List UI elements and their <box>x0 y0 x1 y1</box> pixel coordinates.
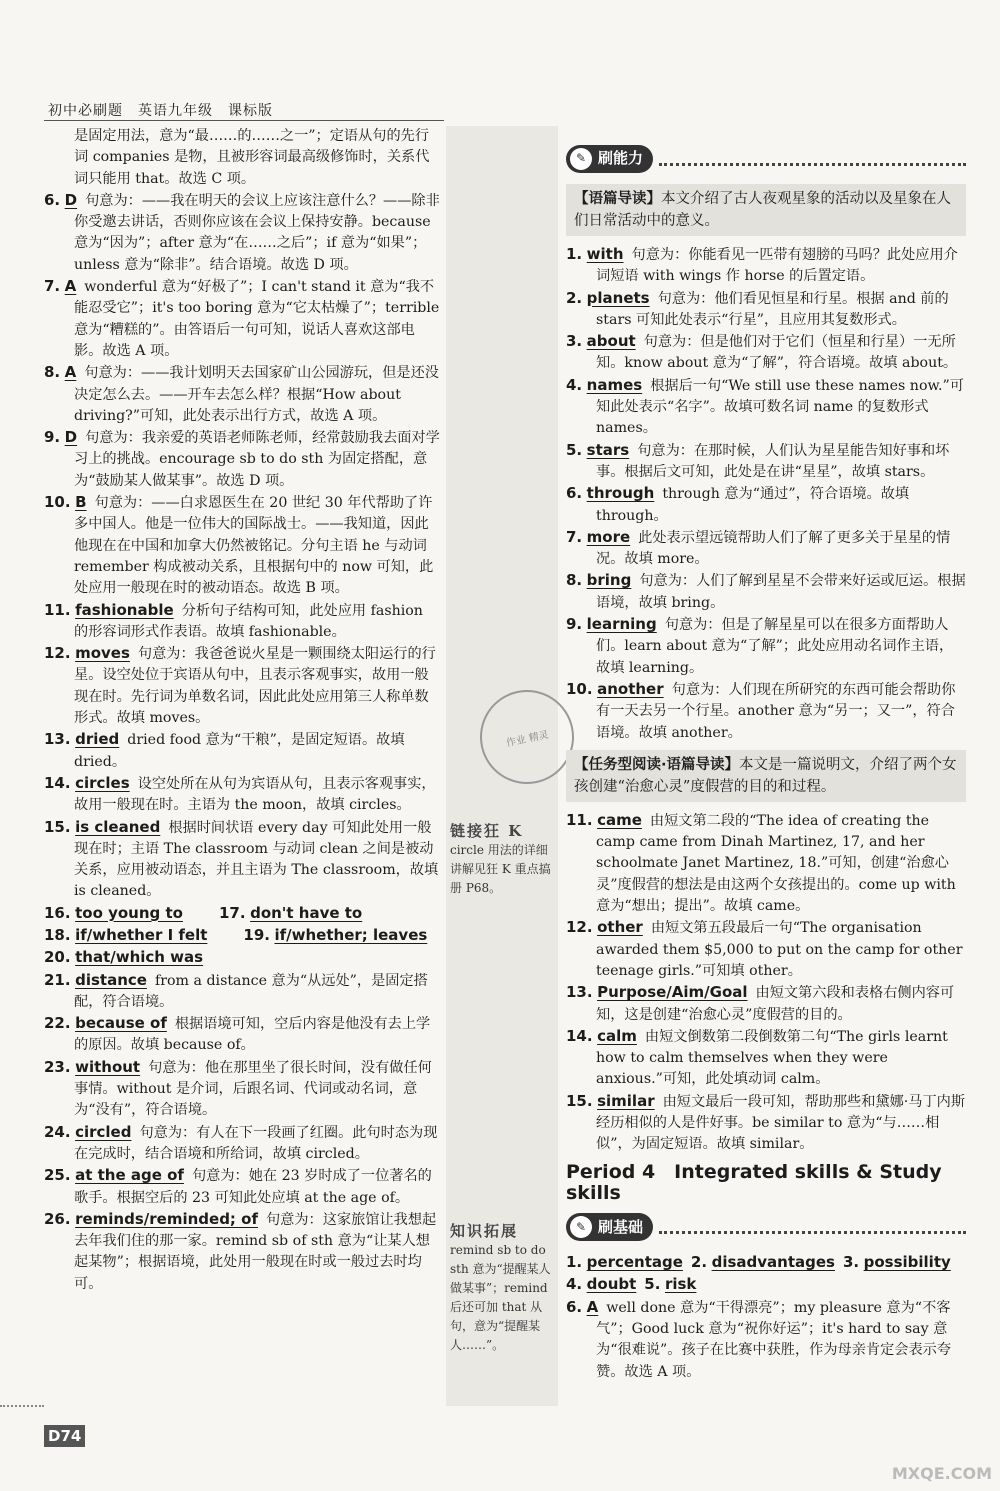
item-explanation: 是固定用法，意为“最……的……之一”；定语从句的先行词 companies 是物，且被形容词最高级修饰时，关系代词只能用 that。故选 C 项。 <box>74 128 430 187</box>
item-answer: other <box>597 918 643 937</box>
reading-guide-2 <box>566 750 966 802</box>
item-explanation: 由短文第五段最后一句“The organisation awarded them $5,000 to put on the camp for other teenage girls.”可知填 other。 <box>596 920 963 979</box>
item-answer: moves <box>75 644 130 663</box>
section-ability <box>566 140 966 178</box>
answer-item <box>44 643 440 729</box>
answer-item <box>566 679 966 744</box>
answer-item <box>44 1057 440 1122</box>
item-number: 18. <box>44 925 71 944</box>
item-answer: without <box>75 1057 141 1076</box>
item-number: 1. <box>566 1253 583 1272</box>
item-answer: through <box>586 484 655 503</box>
item-explanation: 句意为：你能看见一匹带有翅膀的马吗？此处应用介词短语 with wings 作 horse 的后置定语。 <box>596 247 958 285</box>
item-number: 15. <box>44 817 71 836</box>
item-number: 12. <box>566 918 593 937</box>
item-explanation: wonderful 意为“好极了”；I can't stand it 意为“我不能忍受它”；it's too boring 意为“它太枯燥了”；terrible 意为“糟糕的”。由答语后一句可知，说话人喜欢这部电影。故选 A 项。 <box>74 279 440 359</box>
item-answer: Purpose/Aim/Goal <box>597 983 748 1002</box>
item-number: 17. <box>218 903 246 922</box>
item-number: 5. <box>644 1275 661 1294</box>
item-answer: risk <box>664 1275 697 1294</box>
item-number: 11. <box>566 810 593 829</box>
item-answer: circled <box>75 1122 132 1141</box>
answer-item <box>566 440 966 484</box>
section-basic <box>566 1208 966 1246</box>
item-answer: another <box>597 679 664 698</box>
answer-item <box>44 1209 440 1295</box>
item-explanation: 句意为：我爸爸说火星是一颗围绕太阳运行的行星。设空处位于宾语从句中，且表示客观事实，故用一般现在时。先行词为单数名词，因此此处应用第三人称单数形式。故填 moves。 <box>74 646 436 727</box>
item-explanation: 由短文第二段的“The idea of creating the camp came from Dinah Martinez, 17, and her schoolmate Janet Martinez, 18.”可知，创建“治愈心灵”度假营的想法是由这两个女孩提出的。come up with 意为“想出；提出”。故填 came。 <box>596 812 956 915</box>
item-answer: distance <box>75 970 147 989</box>
item-answer: fashionable <box>75 600 174 619</box>
item-number: 10. <box>566 679 593 698</box>
answers-group-3 <box>566 1252 966 1383</box>
item-answer: because of <box>75 1014 167 1033</box>
item-explanation: 句意为：这家旅馆让我想起去年我们住的那一家。remind sb of sth 意为“让某人想起某物”；根据语境，此处用一般现在时或一般过去时均可。 <box>74 1211 437 1292</box>
page-header: 初中必刷题 英语九年级 课标版 <box>48 103 273 119</box>
item-explanation: 此处表示望远镜帮助人们了解了更多关于星星的情况。故填 more。 <box>596 529 951 568</box>
side-note-link-text: circle 用法的详细讲解见狂 K 重点搞册 P68。 <box>450 843 551 895</box>
item-answer: if/whether; leaves <box>274 925 428 944</box>
item-explanation: 句意为：在那时候，人们认为星星能告知好事和坏事。根据后文可知，此处是在讲“星星”，故填 stars。 <box>596 442 950 480</box>
answer-item <box>566 244 966 288</box>
item-number: 8. <box>44 363 61 382</box>
answer-item <box>566 288 966 332</box>
right-column <box>566 140 966 1383</box>
answer-item <box>566 375 966 440</box>
answer-item <box>566 527 966 571</box>
item-answer: names <box>586 375 643 394</box>
corner-decoration <box>0 1405 44 1447</box>
item-number: 2. <box>566 288 583 307</box>
item-number: 12. <box>44 644 71 663</box>
item-number: 22. <box>44 1014 71 1033</box>
site-watermark: MXQE.COM <box>891 1464 992 1483</box>
item-explanation: 句意为：我亲爱的英语老师陈老师，经常鼓励我去面对学习上的挑战。encourage sb to do sth 为固定搭配，意为“鼓励某人做某事”。故选 D 项。 <box>74 430 440 489</box>
item-explanation: dried food 意为“干粮”，是固定短语。故填 dried。 <box>74 732 405 770</box>
item-explanation: 设空处所在从句为宾语从句，且表示客观事实，故用一般现在时。主语为 the moon，故填 circles。 <box>74 775 436 814</box>
answer-item <box>44 492 440 599</box>
reading-guide-1-label: 【语篇导读】 <box>574 191 661 207</box>
item-number: 7. <box>44 277 61 296</box>
item-answer: don't have to <box>250 903 363 922</box>
item-answer: came <box>597 810 642 829</box>
ability-badge <box>566 145 653 173</box>
item-explanation: 句意为：人们了解到星星不会带来好运或厄运。根据语境，故填 bring。 <box>596 573 966 611</box>
side-note-knowledge-title: 知识拓展 <box>450 1222 519 1240</box>
dotted-divider <box>659 1221 966 1234</box>
basic-badge-label: 刷基础 <box>598 1217 644 1236</box>
item-answer: circles <box>75 773 130 792</box>
answer-item <box>44 276 440 362</box>
answer-item <box>566 982 966 1026</box>
item-answer: A <box>586 1297 599 1316</box>
item-number: 1. <box>566 245 583 263</box>
item-answer: that/which was <box>75 948 204 967</box>
answer-item <box>44 970 440 1014</box>
side-note-link-title: 链接狂 K <box>450 822 524 840</box>
answer-item <box>44 773 440 817</box>
item-answer: disadvantages <box>711 1253 835 1272</box>
answer-item <box>44 903 440 925</box>
item-explanation: 句意为：他在那里坐了很长时间，没有做任何事情。without 是介词，后跟名词、代词或动名词，意为“没有”，符合语境。 <box>74 1059 432 1119</box>
item-answer: similar <box>597 1091 655 1110</box>
basic-badge <box>566 1213 653 1241</box>
answer-item <box>44 427 440 492</box>
answer-item <box>44 925 440 947</box>
reading-guide-1 <box>566 184 966 236</box>
item-answer: with <box>586 245 624 263</box>
item-explanation: well done 意为“干得漂亮”；my pleasure 意为“不客气”；Good luck 意为“祝你好运”；it's hard to say 意为“很难说”。孩子在比赛中获胜，作为母亲肯定会表示夸赞。故选 A 项。 <box>596 1299 952 1380</box>
item-explanation: 根据时间状语 every day 可知此处用一般现在时；主语 The classroom 与动词 clean 之间是被动关系，应用被动语态，并且主语为 The classroom，故填 is cleaned。 <box>74 819 439 900</box>
item-number: 8. <box>566 571 583 590</box>
item-explanation: 句意为：她在 23 岁时成了一位著名的歌手。根据空后的 23 可知此处应填 at the age of。 <box>74 1168 432 1206</box>
item-number: 9. <box>566 615 583 634</box>
item-number: 9. <box>44 428 61 447</box>
item-answer: more <box>586 527 631 546</box>
item-explanation: from a distance 意为“从远处”，是固定搭配，符合语境。 <box>74 972 428 1010</box>
reading-guide-2-text: 本文是一篇说明文，介绍了两个女孩创建“治愈心灵”度假营的目的和过程。 <box>574 756 957 795</box>
item-explanation: 句意为：但是他们对于它们（恒星和行星）一无所知。know about 意为“了解”，符合语境。故填 about。 <box>596 334 958 372</box>
item-number: 5. <box>566 440 583 459</box>
item-answer: calm <box>597 1026 637 1045</box>
item-number: 4. <box>566 375 583 394</box>
item-explanation: 分析句子结构可知，此处应用 fashion 的形容词形式作表语。故填 fashionable。 <box>74 602 423 640</box>
item-explanation: 由短文倒数第二段倒数第二句“The girls learnt how to calm themselves when they were anxious.”可知，此处填动词 calm。 <box>596 1028 948 1088</box>
item-number: 23. <box>44 1057 71 1076</box>
item-explanation: 句意为：——白求恩医生在 20 世纪 30 年代帮助了许多中国人。他是一位伟大的国际战士。——我知道，因此他现在在中国和加拿大仍然被铭记。分句主语 he 与动词 remember 构成被动关系，且根据句中的 now 可知，此处应用一般现在时的被动语态。故选 B 项。 <box>74 495 434 597</box>
item-explanation: 句意为：人们现在所研究的东西可能会帮助你有一天去另一个行星。another 意为“另一；又一”，符合语境。故填 another。 <box>596 681 956 741</box>
dotted-divider <box>659 153 966 166</box>
item-number: 6. <box>566 484 583 503</box>
item-explanation: 由短文第六段和表格右侧内容可知，这是创建“治愈心灵”度假营的目的。 <box>596 985 955 1023</box>
item-explanation: 根据语境可知，空后内容是他没有去上学的原因。故填 because of。 <box>74 1016 431 1054</box>
item-answer: D <box>64 190 78 209</box>
item-number: 16. <box>44 903 71 922</box>
item-number: 2. <box>690 1253 708 1272</box>
answer-item <box>566 810 966 917</box>
item-number: 3. <box>566 332 583 351</box>
ability-badge-label: 刷能力 <box>598 149 644 168</box>
answer-item <box>566 1026 966 1091</box>
item-number: 25. <box>44 1166 71 1185</box>
item-explanation: 句意为：有人在下一段画了红圈。此句时态为现在完成时，结合语境和所给词，故填 circled。 <box>74 1124 438 1162</box>
item-number: 20. <box>44 948 71 967</box>
answer-item <box>44 729 440 773</box>
item-number: 19. <box>243 925 270 944</box>
item-answer: at the age of <box>75 1166 184 1185</box>
item-answer: A <box>64 277 77 296</box>
item-explanation: through 意为“通过”，符合语境。故填 through。 <box>596 486 910 524</box>
header-divider <box>44 120 444 121</box>
answer-item <box>44 362 440 427</box>
item-number: 13. <box>566 983 593 1002</box>
item-number: 11. <box>44 600 71 619</box>
item-explanation: 句意为：但是了解星星可以在很多方面帮助人们。learn about 意为“了解”；此处应用动名词作主语，故填 learning。 <box>596 617 954 676</box>
side-note-link <box>450 822 558 898</box>
answer-item <box>44 190 440 276</box>
brush-icon: ✎ <box>570 148 592 170</box>
answer-item <box>566 1297 966 1383</box>
answer-item <box>566 331 966 375</box>
side-note-knowledge-text: remind sb to do sth 意为“提醒某人做某事”；remind 后还可加 that 从句，意为“提醒某人……”。 <box>450 1243 551 1352</box>
answer-row <box>566 1274 966 1296</box>
answer-item <box>566 1091 966 1156</box>
answer-item <box>566 614 966 679</box>
answer-item <box>44 1122 440 1166</box>
item-answer: percentage <box>586 1253 683 1272</box>
item-number: 10. <box>44 493 71 512</box>
item-answer: learning <box>586 615 657 634</box>
answers-group-1 <box>566 244 966 744</box>
reading-guide-2-label: 【任务型阅读·语篇导读】 <box>574 756 740 773</box>
item-number: 24. <box>44 1122 71 1141</box>
item-answer: D <box>64 428 78 447</box>
item-answer: dried <box>75 730 120 749</box>
item-number: 4. <box>566 1275 583 1294</box>
item-answer: too young to <box>75 903 183 922</box>
answer-item <box>44 817 440 903</box>
reading-guide-1-text: 本文介绍了古人夜观星象的活动以及星象在人们日常活动中的意义。 <box>574 191 951 229</box>
item-explanation: 句意为：——我在明天的会议上应该注意什么？——除非你受邀去讲话，否则你应该在会议上保持安静。because 意为“因为”；after 意为“在……之后”；if 意为“如果”；unless 意为“除非”。结合语境。故选 D 项。 <box>74 192 440 273</box>
item-answer: doubt <box>586 1275 637 1294</box>
page-number: D74 <box>44 1425 85 1447</box>
brush-icon: ✎ <box>570 1216 592 1238</box>
answer-row <box>566 1252 966 1274</box>
answer-item <box>44 600 440 644</box>
item-number: 6. <box>44 190 61 209</box>
answer-item <box>44 1013 440 1057</box>
answer-item <box>566 570 966 614</box>
item-answer: is cleaned <box>75 817 161 836</box>
item-answer: possibility <box>863 1253 951 1272</box>
side-note-knowledge <box>450 1222 558 1355</box>
answer-item <box>566 917 966 982</box>
item-number: 3. <box>842 1253 860 1272</box>
item-number: 26. <box>44 1209 71 1228</box>
period-title: Period 4 Integrated skills & Study skills <box>566 1160 942 1204</box>
item-number: 14. <box>44 773 71 792</box>
item-explanation: 句意为：他们看见恒星和行星。根据 and 前的 stars 可知此处表示“行星”，且应用其复数形式。 <box>596 290 949 328</box>
item-number: 14. <box>566 1026 593 1045</box>
item-answer: planets <box>586 288 650 307</box>
answers-group-2 <box>566 810 966 1156</box>
item-number: 15. <box>566 1091 593 1110</box>
item-explanation: 根据后一句“We still use these names now.”可知此处表示“名字”。故填可数名词 name 的复数形式 names。 <box>596 377 964 437</box>
answer-item <box>566 483 966 527</box>
item-number: 21. <box>44 970 71 989</box>
item-explanation: 由短文最后一段可知，帮助那些和黛娜·马丁内斯经历相似的人是件好事。be similar to 意为“与……相似”，为固定短语。故填 similar。 <box>596 1093 966 1153</box>
answer-item <box>44 126 440 190</box>
item-answer: about <box>586 332 636 351</box>
stamp-seal: 作业 精灵 <box>471 681 582 792</box>
item-answer: if/whether I felt <box>75 925 208 944</box>
item-number: 6. <box>566 1297 583 1316</box>
item-answer: A <box>64 363 77 382</box>
item-number: 7. <box>566 527 583 546</box>
item-explanation: 句意为：——我计划明天去国家矿山公园游玩，但是还没决定怎么去。——开车去怎么样？根据“How about driving?”可知，此处表示出行方式，故选 A 项。 <box>74 365 439 424</box>
item-answer: reminds/reminded; of <box>75 1209 258 1228</box>
answer-item <box>44 947 440 969</box>
item-answer: stars <box>586 440 630 459</box>
item-answer: bring <box>586 571 632 590</box>
item-answer: B <box>75 493 87 512</box>
answer-item <box>44 1165 440 1209</box>
left-column <box>44 126 440 1295</box>
item-number: 13. <box>44 730 71 749</box>
